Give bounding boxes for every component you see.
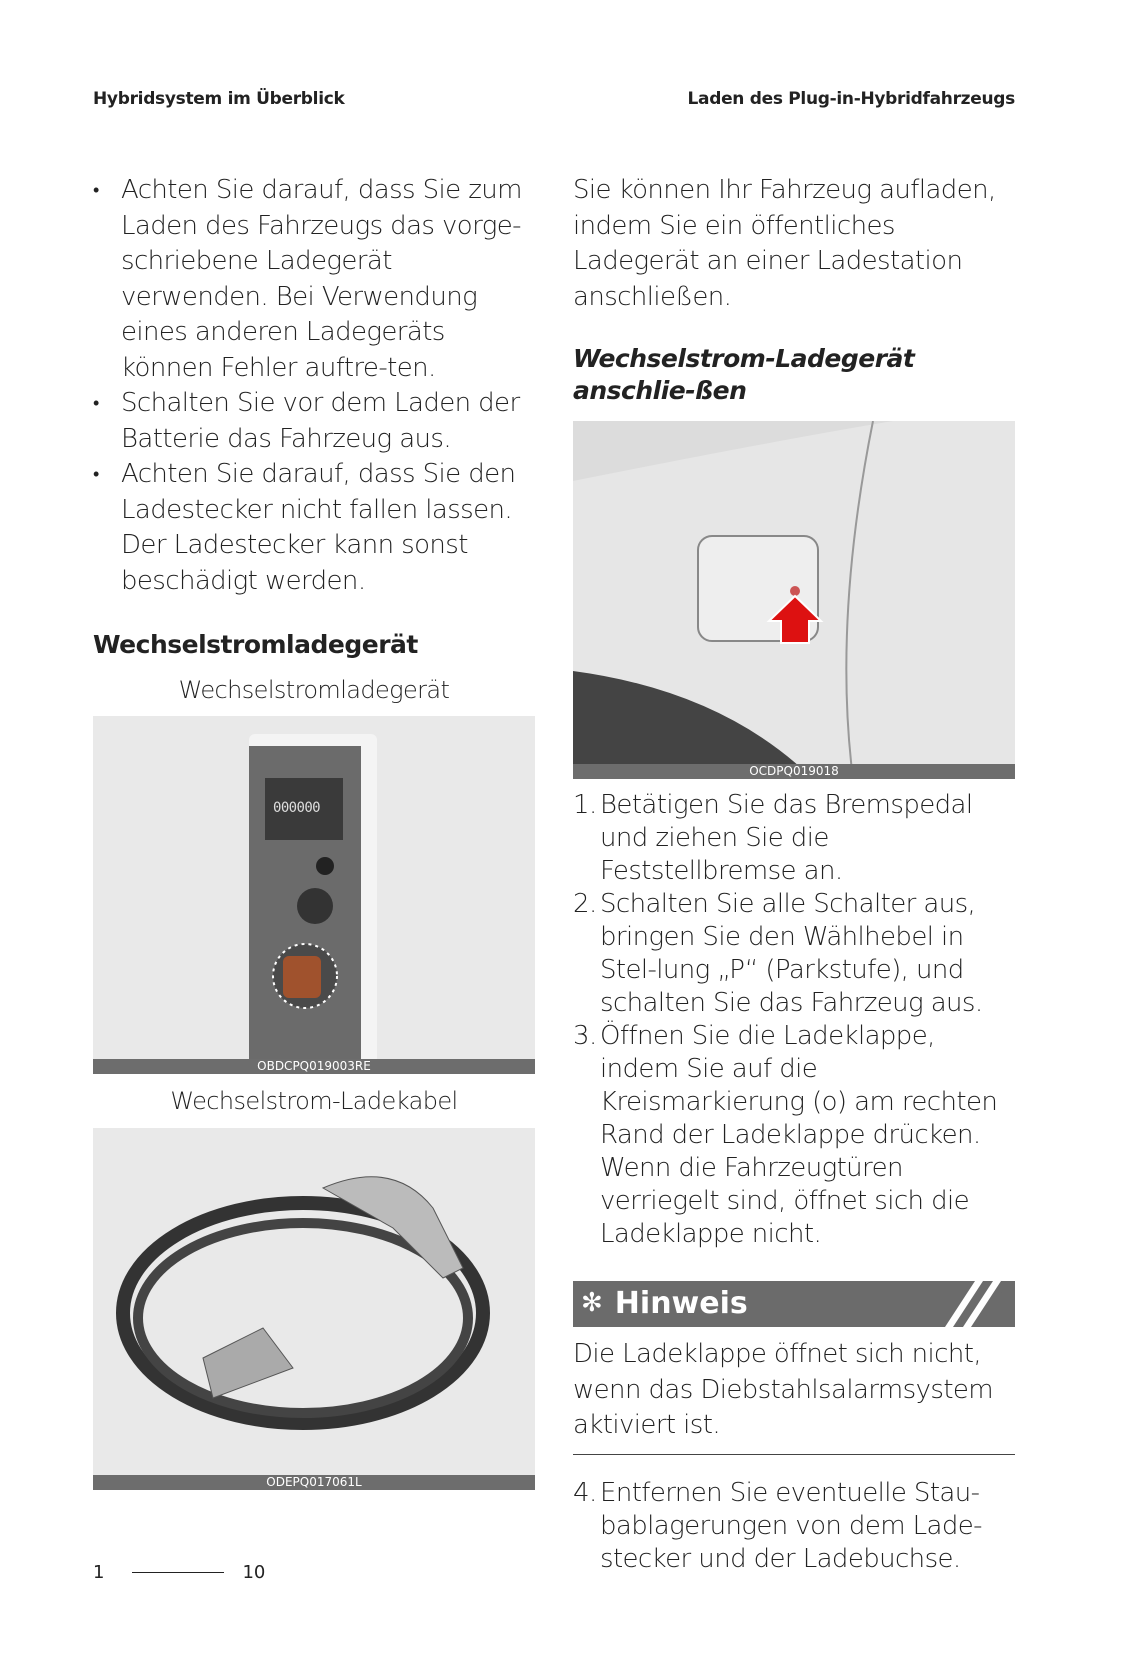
figure-code: ODEPQ017061L: [93, 1475, 535, 1490]
figure-caption: Wechselstromladegerät: [178, 675, 450, 704]
svg-text:000000: 000000: [273, 800, 320, 816]
note-title: Hinweis: [614, 1286, 748, 1322]
steps-list-continued: [573, 1477, 1015, 1576]
footer-divider: [132, 1572, 224, 1573]
charging-cable-image: [93, 1128, 535, 1490]
step-text: Entfernen Sie eventuelle Stau-bablagerungen von dem Lade-stecker und der Ladebuchse.: [600, 1477, 982, 1574]
charger-illustration: [93, 716, 535, 1074]
list-item: • Achten Sie darauf, dass Sie zum Laden des Fahrzeugs das vorge-schriebene Ladegerät verwenden. Bei Verwendung eines anderen Ladegeräts können Fehler auftre-ten.: [93, 173, 535, 386]
note-text: Die Ladeklappe öffnet sich nicht, wenn das Diebstahlsalarmsystem aktiviert ist.: [573, 1337, 1015, 1455]
cable-illustration: [93, 1128, 535, 1490]
intro-paragraph: Sie können Ihr Fahrzeug aufladen, indem Sie ein öffentliches Ladegerät an einer Ladestation anschließen.: [573, 175, 996, 312]
asterisk-icon: ✻: [581, 1288, 603, 1319]
steps-list: [573, 789, 1015, 1251]
step-text: Betätigen Sie das Bremspedal und ziehen Sie die Feststellbremse an.: [600, 790, 973, 886]
header-section-title: Laden des Plug-in-Hybridfahrzeugs: [687, 89, 1015, 109]
page-number: 10: [242, 1562, 266, 1583]
stripes-decoration: [945, 1281, 1015, 1327]
list-item: [573, 1477, 1015, 1576]
step-number: 1.: [573, 790, 597, 820]
caution-list: [93, 173, 535, 599]
list-item: • Schalten Sie vor dem Laden der Batterie das Fahrzeug aus.: [93, 386, 535, 457]
step-number: 3.: [573, 1021, 597, 1051]
chapter-number: 1: [93, 1562, 105, 1583]
step-number: 2.: [573, 889, 597, 919]
step-text: Schalten Sie alle Schalter aus, bringen Sie den Wählhebel in Stel-lung „P“ (Parkstufe), und schalten Sie das Fahrzeug aus.: [600, 889, 983, 1018]
subsection-title: Wechselstrom-Ladegerät anschlie-ßen: [573, 344, 915, 405]
list-item: [573, 789, 1015, 888]
header-chapter-title: Hybridsystem im Überblick: [93, 89, 345, 109]
figure-code: OCDPQ019018: [573, 764, 1015, 779]
note-banner: [573, 1281, 1015, 1327]
page-footer: [93, 1562, 265, 1583]
step-text: Öffnen Sie die Ladeklappe, indem Sie auf die Kreismarkierung (o) am rechten Rand der Ladeklappe drücken. Wenn die Fahrzeugtüren verriegelt sind, öffnet sich die Ladeklappe nicht.: [600, 1021, 998, 1249]
right-column: [573, 173, 1015, 1576]
list-item: [573, 1020, 1015, 1251]
list-item: • Achten Sie darauf, dass Sie den Ladestecker nicht fallen lassen. Der Ladestecker kann sonst beschädigt werden.: [93, 457, 535, 599]
section-title: Wechselstromladegerät: [93, 630, 418, 659]
list-item: [573, 888, 1015, 1020]
charge-door-image: [573, 421, 1015, 779]
car-charge-door-illustration: [573, 421, 1015, 779]
step-number: 4.: [573, 1477, 597, 1508]
figure-caption: Wechselstrom-Ladekabel: [170, 1087, 458, 1115]
ac-charger-image: [93, 716, 535, 1074]
figure-code: OBDCPQ019003RE: [93, 1059, 535, 1074]
left-column: [93, 173, 535, 1490]
